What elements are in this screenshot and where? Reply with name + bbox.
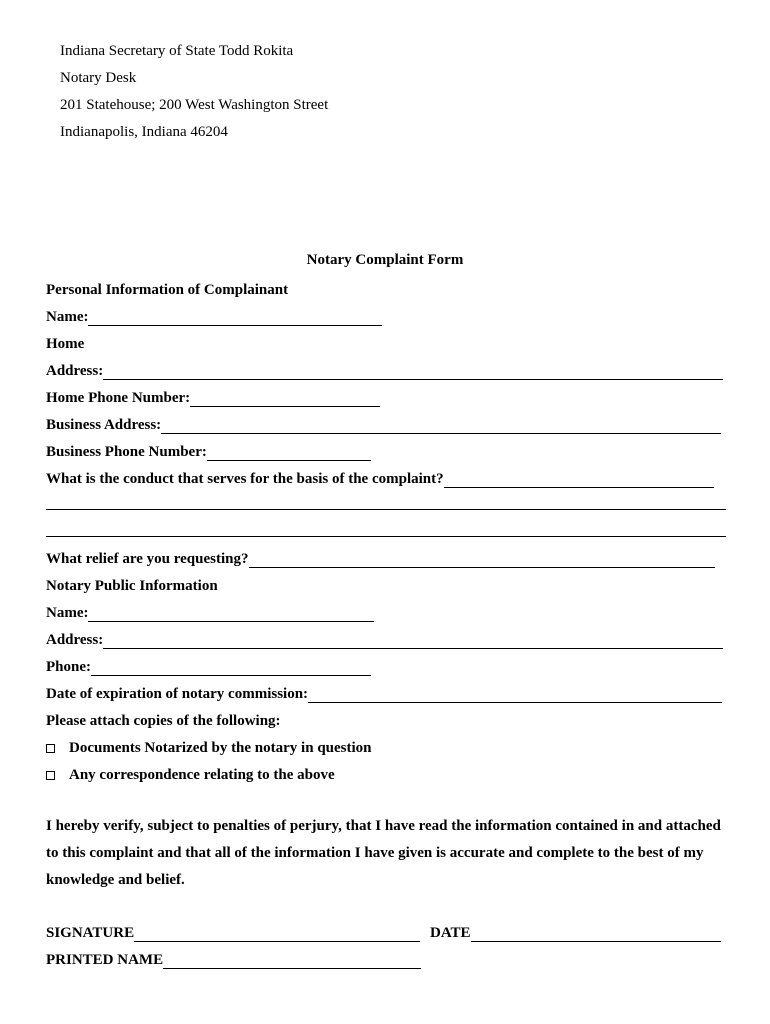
conduct-field-line-3[interactable] [46,536,726,537]
printed-name-label: PRINTED NAME [46,952,164,968]
notary-phone-row [46,654,371,676]
conduct-field-line-2[interactable] [46,509,726,510]
attach-heading: Please attach copies of the following: [46,713,281,729]
expiration-label: Date of expiration of notary commission: [46,686,309,702]
header-line-2: Notary Desk [60,70,137,86]
conduct-field[interactable] [444,471,714,488]
relief-row [46,546,715,568]
relief-label: What relief are you requesting? [46,551,249,567]
home-label: Home [46,336,85,352]
home-phone-label: Home Phone Number: [46,390,191,406]
conduct-row [46,466,714,488]
signature-row [46,920,420,942]
home-address-field[interactable] [103,363,723,380]
printed-name-row [46,947,421,969]
home-address-label: Address: [46,363,104,379]
complainant-name-row [46,304,382,326]
address-block [60,40,328,148]
notary-name-field[interactable] [88,605,374,622]
printed-name-field[interactable] [163,952,421,969]
checkbox-icon[interactable] [46,771,55,780]
signature-field[interactable] [134,925,420,942]
notary-address-row [46,627,723,649]
notary-address-field[interactable] [103,632,723,649]
notary-phone-label: Phone: [46,659,91,675]
notary-address-label: Address: [46,632,104,648]
relief-field[interactable] [249,551,715,568]
home-label-row [46,331,84,353]
business-address-label: Business Address: [46,417,162,433]
business-phone-field[interactable] [207,444,371,461]
complainant-heading: Personal Information of Complainant [46,282,289,298]
attachment-item-1: Documents Notarized by the notary in question [46,735,372,757]
notary-name-row [46,600,374,622]
expiration-field[interactable] [308,686,722,703]
complainant-name-field[interactable] [88,309,382,326]
date-label: DATE [430,925,471,941]
date-field[interactable] [471,925,721,942]
header-line-3: 201 Statehouse; 200 West Washington Street [60,97,329,113]
notary-phone-field[interactable] [91,659,371,676]
expiration-row [46,681,722,703]
home-phone-row [46,385,380,407]
business-address-field[interactable] [161,417,721,434]
attachment-item-2: Any correspondence relating to the above [46,762,335,784]
notary-heading: Notary Public Information [46,578,218,594]
header-line-4: Indianapolis, Indiana 46204 [60,124,228,140]
header-line-1: Indiana Secretary of State Todd Rokita [60,43,294,59]
business-address-row [46,412,721,434]
home-address-row [46,358,723,380]
checkbox-icon[interactable] [46,744,55,753]
business-phone-row [46,439,371,461]
complainant-name-label: Name: [46,309,89,325]
notary-name-label: Name: [46,605,89,621]
signature-label: SIGNATURE [46,925,135,941]
date-row [430,920,721,942]
business-phone-label: Business Phone Number: [46,444,207,460]
conduct-label: What is the conduct that serves for the basis of the complaint? [46,471,444,487]
form-title: Notary Complaint Form [306,252,464,268]
home-phone-field[interactable] [190,390,380,407]
verification-statement: I hereby verify, subject to penalties of perjury, that I have read the information contained in and attached to this complaint and that all of the information I have given is accurate and complete to the best of my knowledge and belief. [46,818,721,888]
